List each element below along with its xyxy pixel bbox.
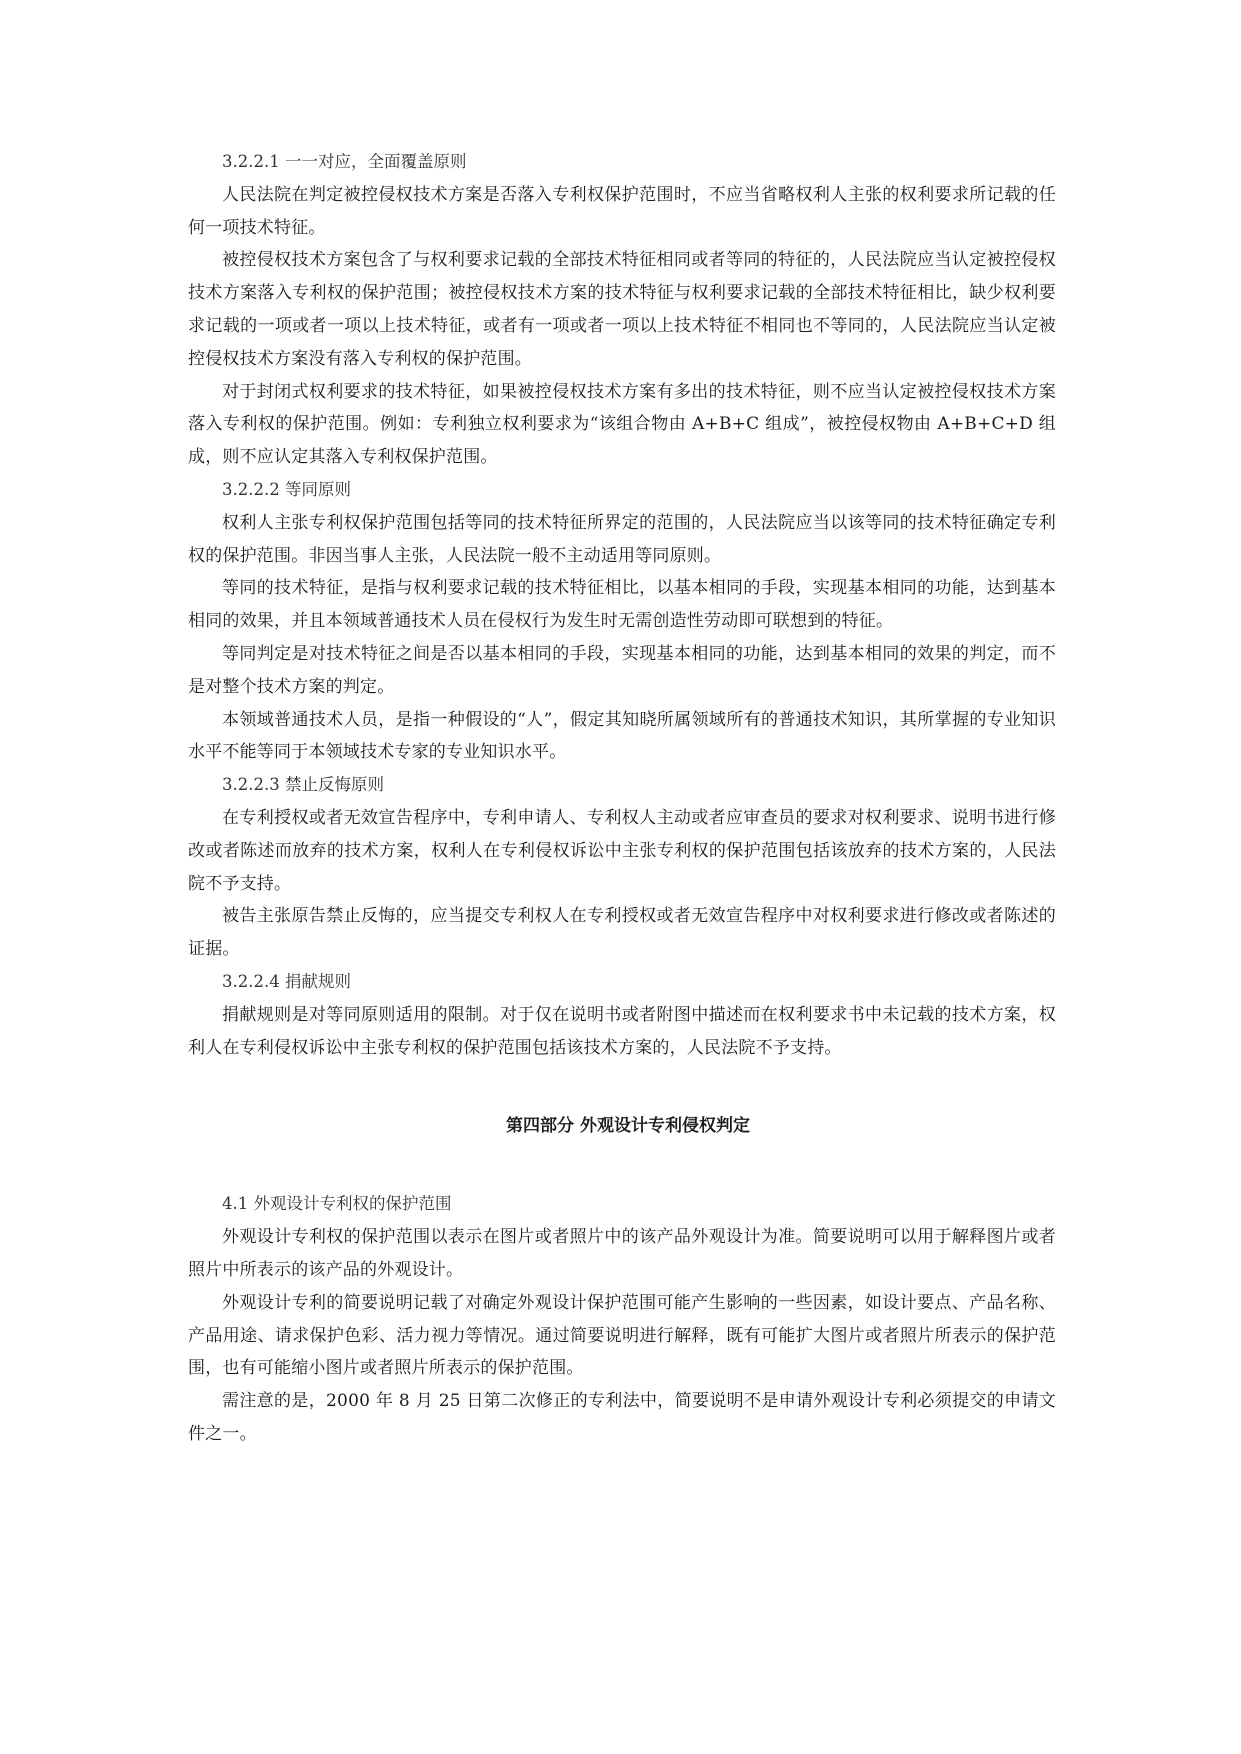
paragraph: 本领域普通技术人员，是指一种假设的“人”，假定其知晓所属领域所有的普通技术知识，其所掌握的专业知识水平不能等同于本领域技术专家的专业知识水平。 xyxy=(188,709,1056,763)
paragraph: 被控侵权技术方案包含了与权利要求记载的全部技术特征相同或者等同的特征的，人民法院应当认定被控侵权技术方案落入专利权的保护范围；被控侵权技术方案的技术特征与权利要求记载的全部技术特征相比，缺少权利要求记载的一项或者一项以上技术特征，或者有一项或者一项以上技术特征不相同也不等同的，人民法院应当认定被控侵权技术方案没有落入专利权的保护范围。 xyxy=(188,250,1056,369)
part-title: 第四部分 外观设计专利侵权判定 xyxy=(506,1116,750,1137)
paragraph: 人民法院在判定被控侵权技术方案是否落入专利权保护范围时，不应当省略权利人主张的权利要求所记载的任何一项技术特征。 xyxy=(188,184,1056,238)
section-heading-4-1: 4.1 外观设计专利权的保护范围 xyxy=(222,1194,452,1214)
paragraph: 权利人主张专利权保护范围包括等同的技术特征所界定的范围的，人民法院应当以该等同的技术特征确定专利权的保护范围。非因当事人主张，人民法院一般不主动适用等同原则。 xyxy=(188,512,1056,566)
section-heading-3-2-2-1: 3.2.2.1 一一对应，全面覆盖原则 xyxy=(222,152,467,171)
paragraph: 在专利授权或者无效宣告程序中，专利申请人、专利权人主动或者应审查员的要求对权利要求、说明书进行修改或者陈述而放弃的技术方案，权利人在专利侵权诉讼中主张专利权的保护范围包括该放弃的技术方案的，人民法院不予支持。 xyxy=(188,807,1056,894)
paragraph: 捐献规则是对等同原则适用的限制。对于仅在说明书或者附图中描述而在权利要求书中未记载的技术方案，权利人在专利侵权诉讼中主张专利权的保护范围包括该技术方案的，人民法院不予支持。 xyxy=(188,1004,1056,1058)
paragraph: 外观设计专利的简要说明记载了对确定外观设计保护范围可能产生影响的一些因素，如设计要点、产品名称、产品用途、请求保护色彩、活力视力等情况。通过简要说明进行解释，既有可能扩大图片或者照片所表示的保护范围，也有可能缩小图片或者照片所表示的保护范围。 xyxy=(188,1292,1056,1379)
paragraph: 外观设计专利权的保护范围以表示在图片或者照片中的该产品外观设计为准。简要说明可以用于解释图片或者照片中所表示的该产品的外观设计。 xyxy=(188,1227,1056,1280)
section-heading-3-2-2-4: 3.2.2.4 捐献规则 xyxy=(222,971,351,991)
document-page xyxy=(188,146,1056,1451)
paragraph: 等同的技术特征，是指与权利要求记载的技术特征相比，以基本相同的手段，实现基本相同的功能，达到基本相同的效果，并且本领域普通技术人员在侵权行为发生时无需创造性劳动即可联想到的特征。 xyxy=(188,578,1056,632)
paragraph: 需注意的是，2000 年 8 月 25 日第二次修正的专利法中，简要说明不是申请外观设计专利必须提交的申请文件之一。 xyxy=(188,1391,1056,1444)
section-heading-3-2-2-2: 3.2.2.2 等同原则 xyxy=(222,479,351,499)
paragraph: 被告主张原告禁止反悔的，应当提交专利权人在专利授权或者无效宣告程序中对权利要求进行修改或者陈述的证据。 xyxy=(188,906,1056,960)
paragraph: 对于封闭式权利要求的技术特征，如果被控侵权技术方案有多出的技术特征，则不应当认定被控侵权技术方案落入专利权的保护范围。例如：专利独立权利要求为“该组合物由 A+B+C 组成”，被控侵权物由 A+B+C+D 组成，则不应认定其落入专利权保护范围。 xyxy=(188,381,1056,468)
section-heading-3-2-2-3: 3.2.2.3 禁止反悔原则 xyxy=(222,775,384,795)
paragraph: 等同判定是对技术特征之间是否以基本相同的手段，实现基本相同的功能，达到基本相同的效果的判定，而不是对整个技术方案的判定。 xyxy=(188,643,1056,697)
